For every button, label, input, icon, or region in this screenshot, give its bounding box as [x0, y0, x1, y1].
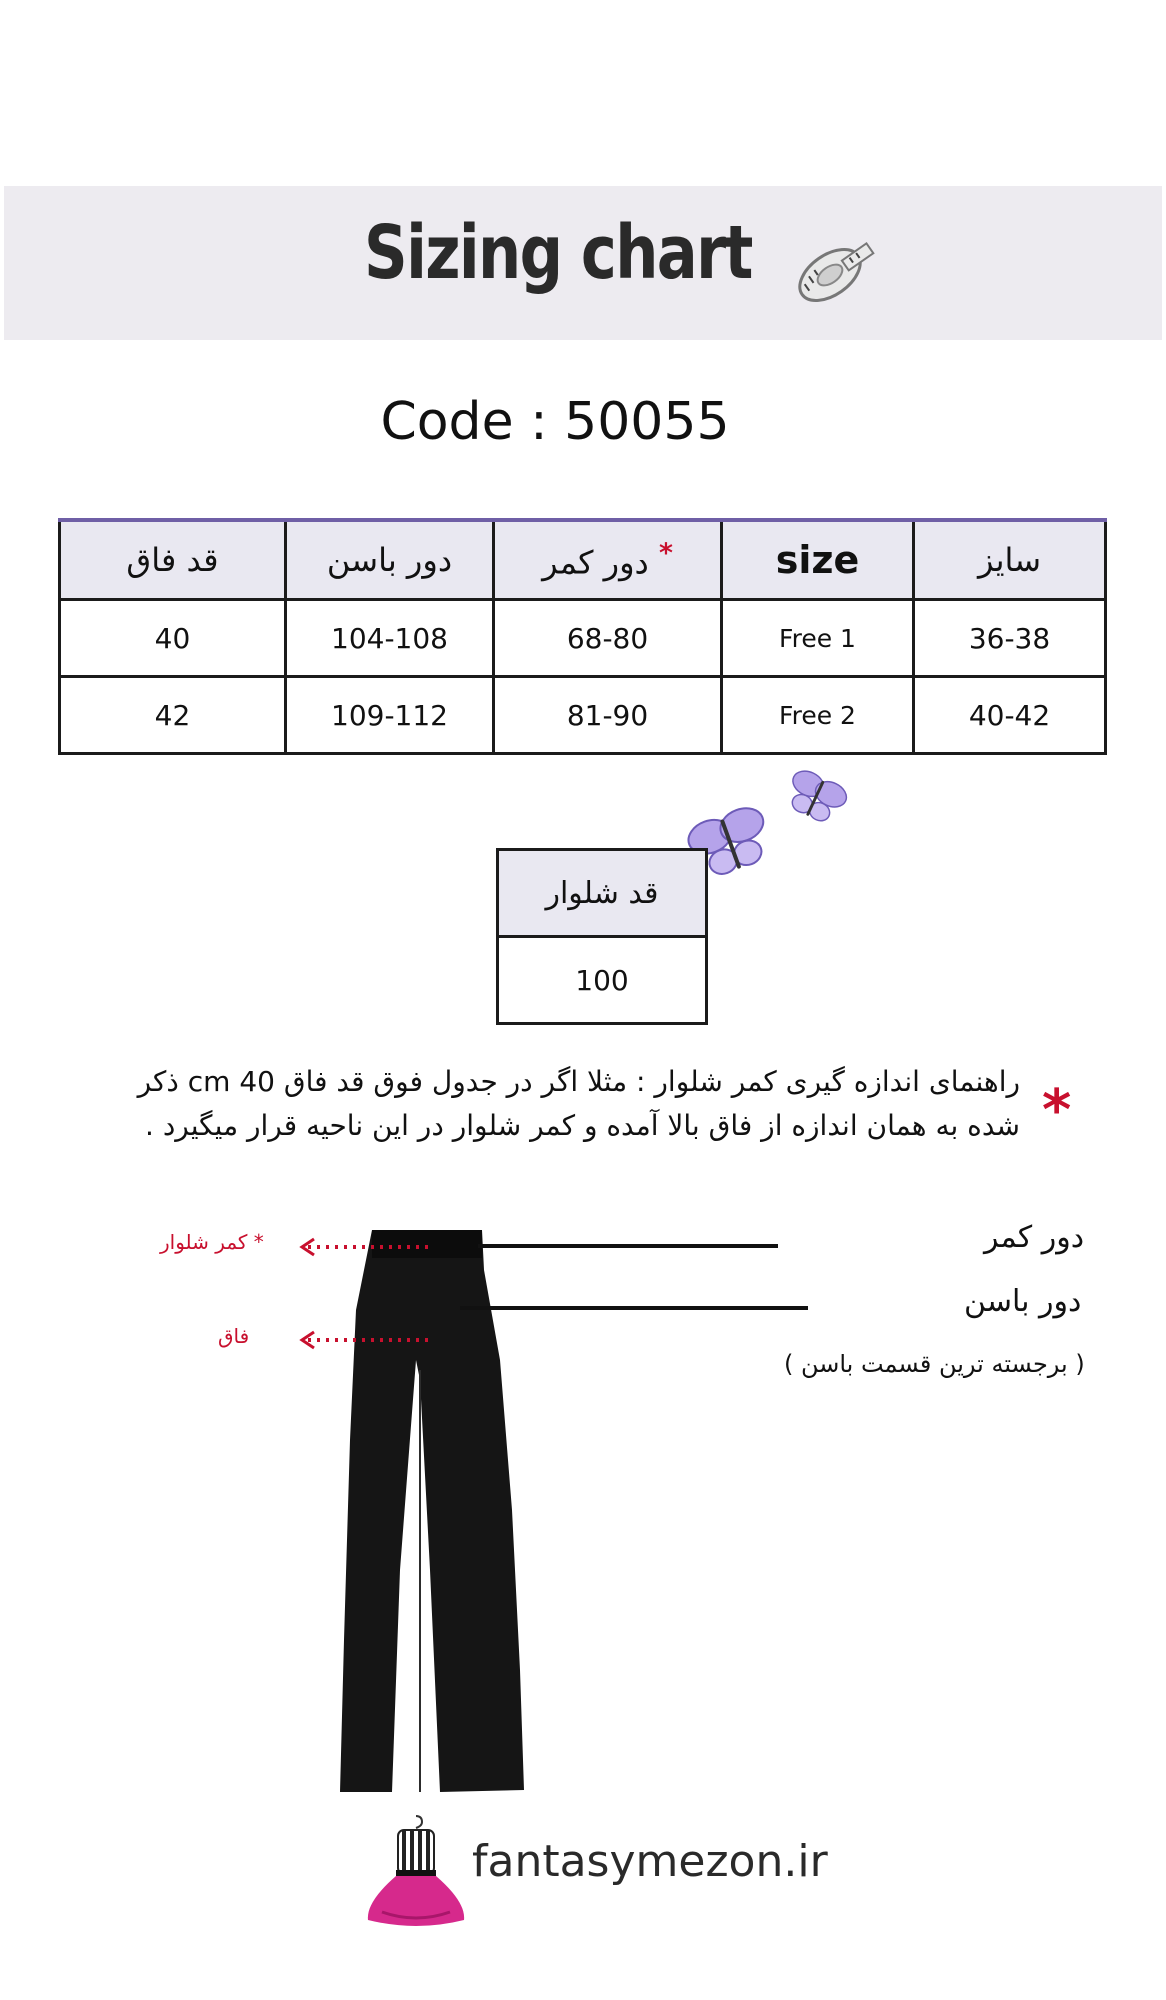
table-row [60, 677, 1106, 754]
header-waist [494, 520, 722, 600]
measurement-note [100, 1060, 1020, 1148]
cell-pants-length: 100 [498, 937, 707, 1024]
cell-hip: 109-112 [286, 677, 494, 754]
cell-crotch: 42 [60, 677, 286, 754]
cell-hip: 104-108 [286, 600, 494, 677]
cell-waist: 68-80 [494, 600, 722, 677]
header-size-fa: سایز [914, 520, 1106, 600]
waist-label: دور کمر [984, 1220, 1085, 1255]
hip-label: دور باسن [964, 1284, 1082, 1319]
dress-logo-icon [362, 1812, 470, 1932]
hip-note: ( برجسته ترین قسمت باسن ) [784, 1350, 1085, 1378]
cell-waist: 81-90 [494, 677, 722, 754]
cell-size-fa: 40-42 [914, 677, 1106, 754]
header-banner [4, 186, 1162, 340]
header-pants-length: قد شلوار [498, 850, 707, 937]
pants-icon [340, 1230, 524, 1792]
crotch-label: فاق [218, 1324, 250, 1348]
product-code: Code : 50055 [380, 392, 730, 452]
waistband-label: * کمر شلوار [160, 1230, 264, 1254]
cell-size-fa: 36-38 [914, 600, 1106, 677]
note-line-1: راهنمای اندازه گیری کمر شلوار : مثلا اگر در جدول فوق قد فاق 40 cm ذکر [137, 1065, 1020, 1098]
butterfly-icon [782, 766, 848, 832]
measuring-tape-icon [780, 230, 880, 320]
header-waist-star: * [658, 538, 673, 570]
cell-size-en: Free 1 [722, 600, 914, 677]
note-star: * [1042, 1078, 1072, 1143]
header-crotch: قد فاق [60, 520, 286, 600]
table-row [60, 600, 1106, 677]
note-line-2: شده به همان اندازه از فاق بالا آمده و کمر شلوار در این ناحیه قرار میگیرد . [145, 1109, 1020, 1142]
size-table-header-row [60, 520, 1106, 600]
header-waist-label: دور کمر [542, 543, 649, 582]
cell-crotch: 40 [60, 600, 286, 677]
brand-name: fantasymezon.ir [472, 1836, 828, 1887]
cell-size-en: Free 2 [722, 677, 914, 754]
size-table [58, 518, 1107, 755]
pants-length-table [496, 848, 708, 1025]
header-hip: دور باسن [286, 520, 494, 600]
header-size-en: size [722, 520, 914, 600]
page-title: Sizing chart [364, 210, 752, 296]
